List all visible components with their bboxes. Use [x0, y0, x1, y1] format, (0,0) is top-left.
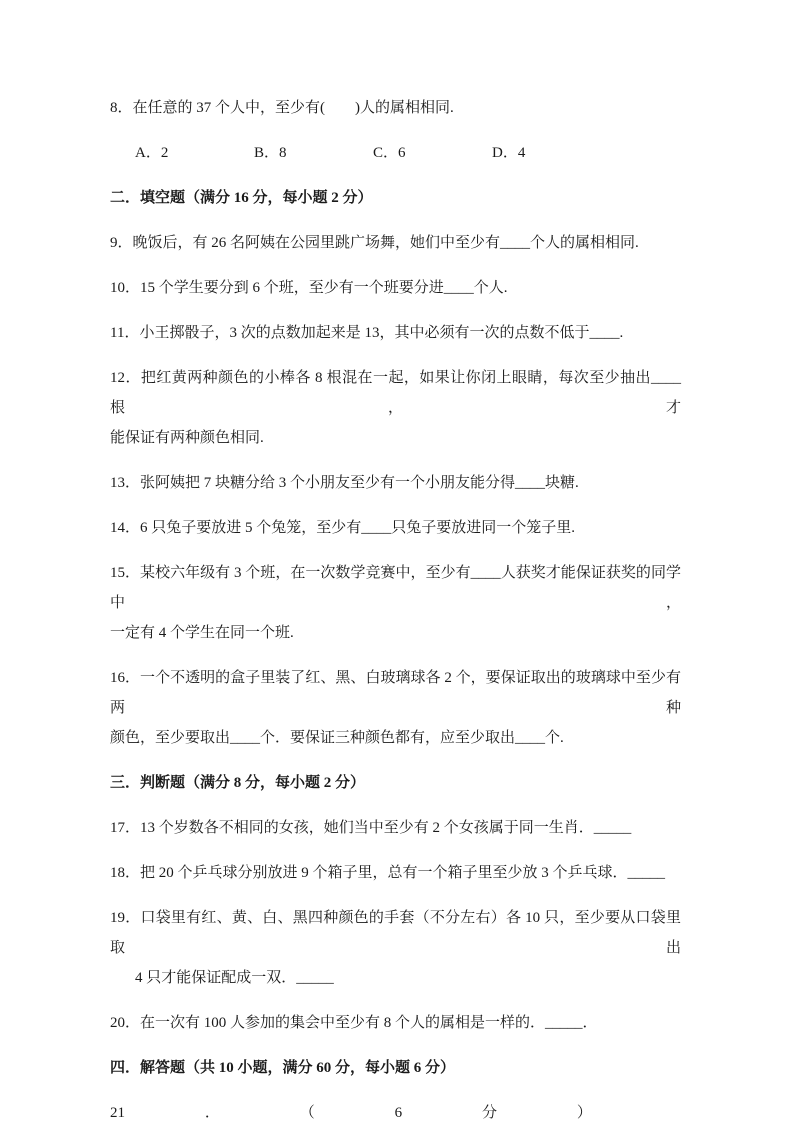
question-21-number: 21 — [110, 1105, 125, 1121]
question-15-line-2: 一定有 4 个学生在同一个班. — [110, 625, 294, 641]
question-12 — [110, 363, 681, 453]
question-21-close-paren: ） — [576, 1105, 592, 1121]
question-18: 18．把 20 个乒乓球分别放进 9 个箱子里，总有一个箱子里至少放 3 个乒乓球．_____ — [110, 865, 666, 881]
option-b: B．8 — [254, 145, 287, 161]
question-16-line-1: 16．一个不透明的盒子里装了红、黑、白玻璃球各 2 个，要保证取出的玻璃球中至少有两种 — [110, 670, 681, 716]
question-17: 17．13 个岁数各不相同的女孩，她们当中至少有 2 个女孩属于同一生肖．_____ — [110, 820, 632, 836]
section-4-heading: 四．解答题（共 10 小题，满分 60 分，每小题 6 分） — [110, 1060, 456, 1076]
section-3-heading: 三．判断题（满分 8 分，每小题 2 分） — [110, 775, 366, 791]
question-15-line-1: 15．某校六年级有 3 个班，在一次数学竞赛中，至少有____人获奖才能保证获奖的同学中， — [110, 565, 681, 611]
question-16-line-2: 颜色，至少要取出____个．要保证三种颜色都有，应至少取出____个. — [110, 730, 564, 746]
question-21-open-paren: （ — [299, 1105, 315, 1121]
option-c: C．6 — [373, 145, 406, 161]
section-2-heading: 二．填空题（满分 16 分，每小题 2 分） — [110, 190, 373, 206]
question-9: 9．晚饭后，有 26 名阿姨在公园里跳广场舞，她们中至少有____个人的属相相同. — [110, 235, 639, 251]
option-a: A．2 — [135, 145, 169, 161]
question-8-options — [110, 138, 681, 168]
question-11: 11．小王掷骰子，3 次的点数加起来是 13，其中必须有一次的点数不低于____. — [110, 325, 624, 341]
question-12-line-1: 12．把红黄两种颜色的小棒各 8 根混在一起，如果让你闭上眼睛，每次至少抽出____根，才 — [110, 370, 681, 416]
question-19-line-1: 19．口袋里有红、黄、白、黑四种颜色的手套（不分左右）各 10 只，至少要从口袋里取出 — [110, 910, 681, 956]
question-16 — [110, 663, 681, 753]
question-14: 14．6 只兔子要放进 5 个兔笼，至少有____只兔子要放进同一个笼子里. — [110, 520, 576, 536]
question-12-line-2: 能保证有两种颜色相同. — [110, 430, 264, 446]
question-13: 13．张阿姨把 7 块糖分给 3 个小朋友至少有一个小朋友能分得____块糖. — [110, 475, 579, 491]
question-21 — [110, 1098, 592, 1122]
option-d: D．4 — [492, 145, 526, 161]
question-19 — [110, 903, 681, 993]
question-21-dot: ． — [204, 1105, 220, 1121]
question-21-score-unit: 分 — [482, 1105, 498, 1121]
question-19-line-2: 4 只才能保证配成一双．_____ — [135, 970, 334, 986]
question-20: 20．在一次有 100 人参加的集会中至少有 8 个人的属相是一样的．_____． — [110, 1015, 598, 1031]
question-10: 10．15 个学生要分到 6 个班，至少有一个班要分进____个人. — [110, 280, 508, 296]
question-8: 8．在任意的 37 个人中，至少有( )人的属相相同. — [110, 100, 454, 116]
question-21-score: 6 — [394, 1105, 403, 1121]
question-15 — [110, 558, 681, 648]
